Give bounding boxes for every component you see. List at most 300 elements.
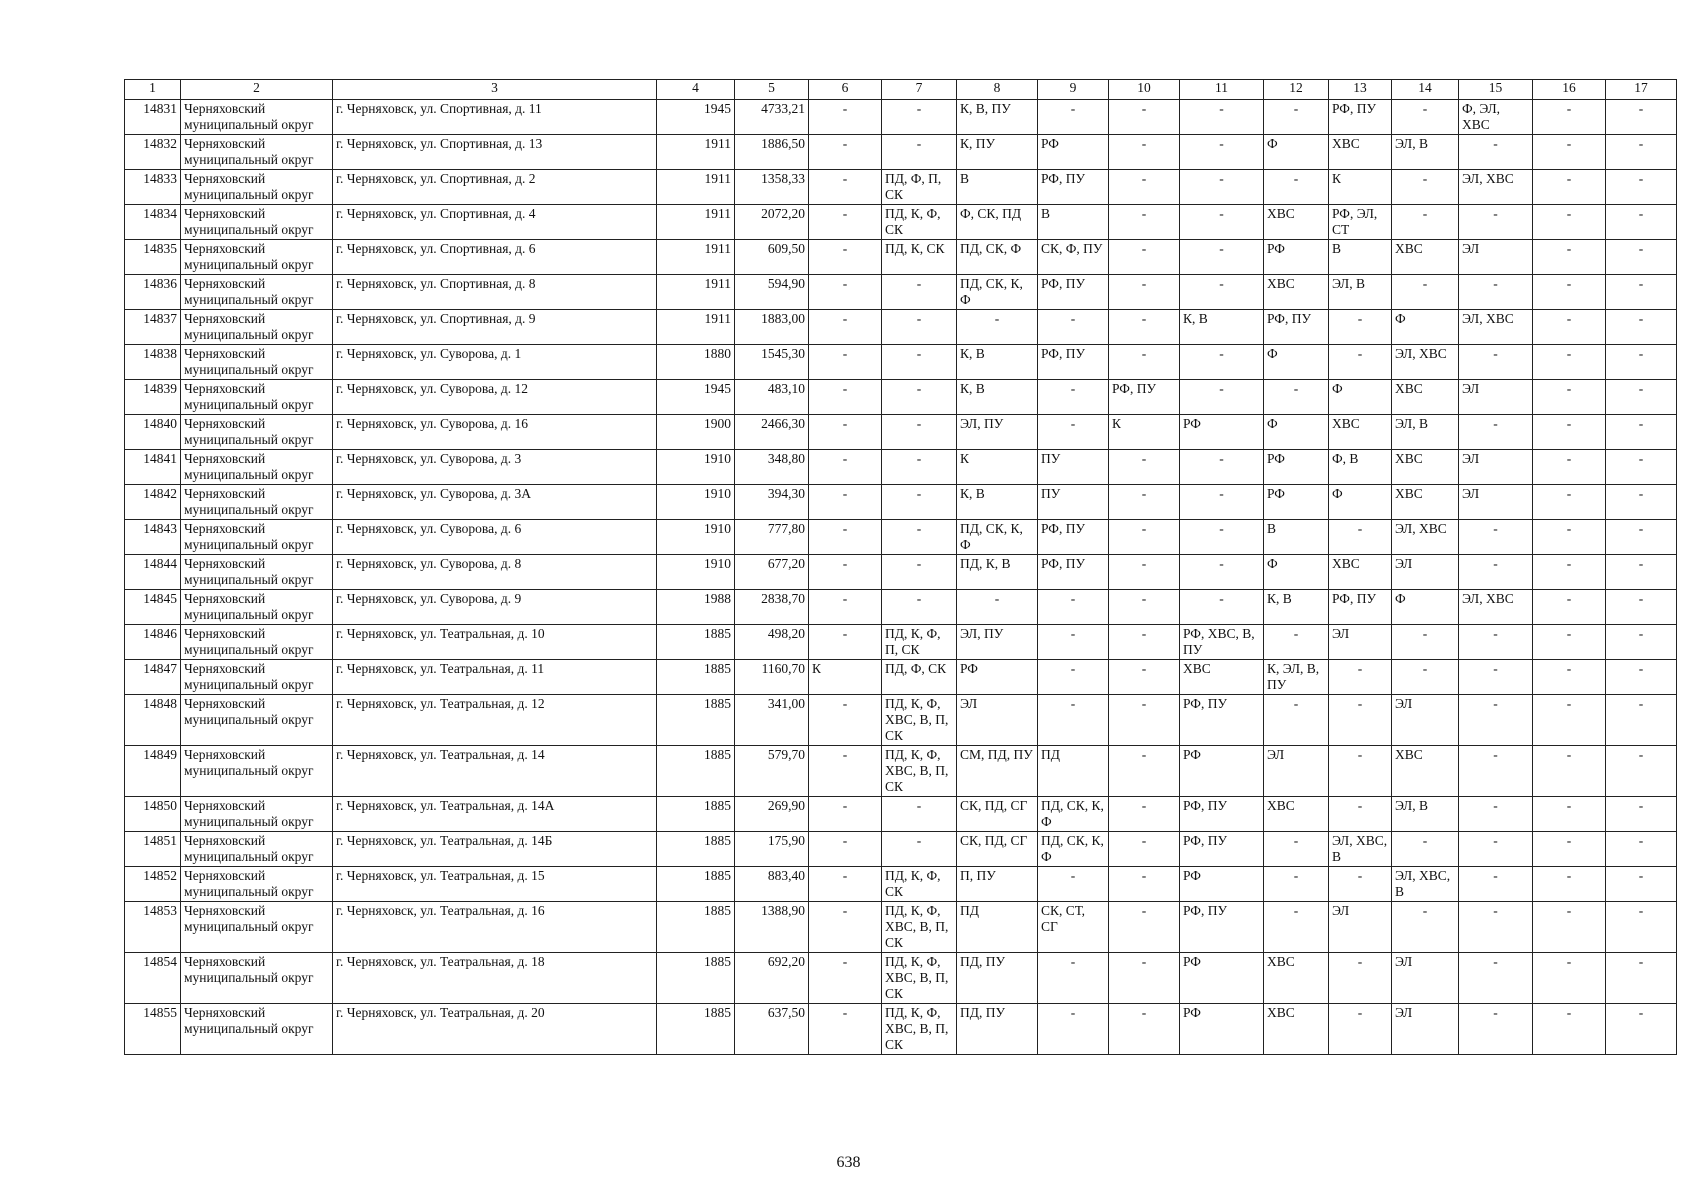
col-12-cell: - (1264, 867, 1329, 902)
row-id-cell: 14843 (125, 520, 181, 555)
col-14-cell: ЭЛ (1392, 695, 1459, 746)
col-16-cell: - (1533, 380, 1606, 415)
year-cell: 1900 (657, 415, 735, 450)
col-14-cell: ЭЛ, ХВС, В (1392, 867, 1459, 902)
col-8-cell: ЭЛ, ПУ (957, 415, 1038, 450)
col-10-cell: - (1109, 170, 1180, 205)
col-17-cell: - (1606, 310, 1677, 345)
col-12-cell: - (1264, 695, 1329, 746)
col-12-cell: Ф (1264, 345, 1329, 380)
district-cell: Черняховский муниципальный округ (181, 135, 333, 170)
col-11-cell: РФ, ПУ (1180, 695, 1264, 746)
col-7-cell: - (882, 415, 957, 450)
table-row (125, 832, 1677, 867)
row-id-cell: 14837 (125, 310, 181, 345)
col-16-cell: - (1533, 902, 1606, 953)
header-row (125, 80, 1677, 100)
row-id-cell: 14844 (125, 555, 181, 590)
col-17-cell: - (1606, 590, 1677, 625)
col-17-cell: - (1606, 415, 1677, 450)
address-cell: г. Черняховск, ул. Суворова, д. 9 (333, 590, 657, 625)
address-cell: г. Черняховск, ул. Суворова, д. 8 (333, 555, 657, 590)
column-header: 2 (181, 80, 333, 100)
col-15-cell: ЭЛ (1459, 450, 1533, 485)
area-cell: 2466,30 (735, 415, 809, 450)
address-cell: г. Черняховск, ул. Театральная, д. 20 (333, 1004, 657, 1055)
col-8-cell: ПД, СК, К, Ф (957, 520, 1038, 555)
col-17-cell: - (1606, 555, 1677, 590)
col-12-cell: К, ЭЛ, В, ПУ (1264, 660, 1329, 695)
col-14-cell: - (1392, 625, 1459, 660)
col-12-cell: Ф (1264, 415, 1329, 450)
col-15-cell: - (1459, 1004, 1533, 1055)
table-row (125, 555, 1677, 590)
col-15-cell: - (1459, 832, 1533, 867)
col-17-cell: - (1606, 205, 1677, 240)
col-11-cell: - (1180, 275, 1264, 310)
col-13-cell: ЭЛ (1329, 902, 1392, 953)
col-11-cell: РФ (1180, 415, 1264, 450)
col-7-cell: ПД, Ф, СК (882, 660, 957, 695)
col-9-cell: РФ, ПУ (1038, 345, 1109, 380)
col-10-cell: - (1109, 345, 1180, 380)
col-17-cell: - (1606, 625, 1677, 660)
column-header: 5 (735, 80, 809, 100)
row-id-cell: 14852 (125, 867, 181, 902)
table-row (125, 275, 1677, 310)
col-12-cell: - (1264, 380, 1329, 415)
col-10-cell: - (1109, 867, 1180, 902)
col-8-cell: К, В (957, 345, 1038, 380)
address-cell: г. Черняховск, ул. Театральная, д. 14А (333, 797, 657, 832)
table-row (125, 953, 1677, 1004)
col-11-cell: РФ, ХВС, В, ПУ (1180, 625, 1264, 660)
col-17-cell: - (1606, 902, 1677, 953)
col-11-cell: - (1180, 240, 1264, 275)
table-row (125, 205, 1677, 240)
col-8-cell: К, В, ПУ (957, 100, 1038, 135)
col-16-cell: - (1533, 415, 1606, 450)
col-8-cell: - (957, 590, 1038, 625)
col-12-cell: - (1264, 170, 1329, 205)
row-id-cell: 14841 (125, 450, 181, 485)
col-17-cell: - (1606, 695, 1677, 746)
col-16-cell: - (1533, 953, 1606, 1004)
col-15-cell: ЭЛ, ХВС (1459, 170, 1533, 205)
col-6-cell: - (809, 590, 882, 625)
col-14-cell: ЭЛ, ХВС (1392, 520, 1459, 555)
col-12-cell: РФ (1264, 450, 1329, 485)
col-17-cell: - (1606, 240, 1677, 275)
col-9-cell: ПД (1038, 746, 1109, 797)
col-9-cell: ПУ (1038, 450, 1109, 485)
address-cell: г. Черняховск, ул. Суворова, д. 3 (333, 450, 657, 485)
area-cell: 341,00 (735, 695, 809, 746)
col-15-cell: - (1459, 345, 1533, 380)
col-6-cell: - (809, 797, 882, 832)
col-17-cell: - (1606, 275, 1677, 310)
col-14-cell: - (1392, 275, 1459, 310)
col-9-cell: СК, СТ, СГ (1038, 902, 1109, 953)
table-row (125, 345, 1677, 380)
col-17-cell: - (1606, 345, 1677, 380)
col-9-cell: - (1038, 953, 1109, 1004)
table-row (125, 797, 1677, 832)
col-10-cell: - (1109, 625, 1180, 660)
col-7-cell: - (882, 345, 957, 380)
table-row (125, 415, 1677, 450)
column-header: 4 (657, 80, 735, 100)
col-14-cell: ЭЛ (1392, 1004, 1459, 1055)
column-header: 7 (882, 80, 957, 100)
col-13-cell: - (1329, 345, 1392, 380)
year-cell: 1911 (657, 170, 735, 205)
col-17-cell: - (1606, 1004, 1677, 1055)
data-table (124, 79, 1677, 1055)
col-13-cell: К (1329, 170, 1392, 205)
col-9-cell: РФ, ПУ (1038, 555, 1109, 590)
col-12-cell: ХВС (1264, 1004, 1329, 1055)
col-11-cell: - (1180, 135, 1264, 170)
col-7-cell: - (882, 450, 957, 485)
col-6-cell: - (809, 450, 882, 485)
col-17-cell: - (1606, 485, 1677, 520)
row-id-cell: 14853 (125, 902, 181, 953)
col-9-cell: - (1038, 590, 1109, 625)
col-10-cell: - (1109, 555, 1180, 590)
district-cell: Черняховский муниципальный округ (181, 100, 333, 135)
col-11-cell: - (1180, 450, 1264, 485)
table-body (125, 100, 1677, 1055)
col-7-cell: ПД, К, Ф, СК (882, 205, 957, 240)
col-12-cell: - (1264, 902, 1329, 953)
row-id-cell: 14854 (125, 953, 181, 1004)
col-13-cell: ХВС (1329, 555, 1392, 590)
district-cell: Черняховский муниципальный округ (181, 520, 333, 555)
col-13-cell: ХВС (1329, 135, 1392, 170)
col-14-cell: ЭЛ, В (1392, 797, 1459, 832)
col-17-cell: - (1606, 953, 1677, 1004)
col-16-cell: - (1533, 240, 1606, 275)
col-16-cell: - (1533, 832, 1606, 867)
table-row (125, 240, 1677, 275)
col-6-cell: - (809, 832, 882, 867)
row-id-cell: 14851 (125, 832, 181, 867)
col-16-cell: - (1533, 555, 1606, 590)
col-8-cell: ПД, СК, Ф (957, 240, 1038, 275)
row-id-cell: 14840 (125, 415, 181, 450)
col-16-cell: - (1533, 867, 1606, 902)
col-14-cell: ХВС (1392, 746, 1459, 797)
col-17-cell: - (1606, 832, 1677, 867)
col-7-cell: ПД, К, СК (882, 240, 957, 275)
col-15-cell: - (1459, 555, 1533, 590)
year-cell: 1885 (657, 832, 735, 867)
address-cell: г. Черняховск, ул. Спортивная, д. 4 (333, 205, 657, 240)
col-11-cell: - (1180, 520, 1264, 555)
col-6-cell: - (809, 275, 882, 310)
col-8-cell: ПД, ПУ (957, 953, 1038, 1004)
col-9-cell: - (1038, 660, 1109, 695)
table-row (125, 135, 1677, 170)
col-15-cell: ЭЛ, ХВС (1459, 310, 1533, 345)
col-13-cell: РФ, ЭЛ, СТ (1329, 205, 1392, 240)
year-cell: 1911 (657, 240, 735, 275)
col-14-cell: Ф (1392, 310, 1459, 345)
col-13-cell: - (1329, 797, 1392, 832)
col-7-cell: - (882, 100, 957, 135)
col-16-cell: - (1533, 746, 1606, 797)
col-15-cell: Ф, ЭЛ, ХВС (1459, 100, 1533, 135)
row-id-cell: 14847 (125, 660, 181, 695)
col-16-cell: - (1533, 170, 1606, 205)
col-11-cell: - (1180, 170, 1264, 205)
row-id-cell: 14836 (125, 275, 181, 310)
year-cell: 1885 (657, 797, 735, 832)
col-14-cell: - (1392, 205, 1459, 240)
year-cell: 1911 (657, 205, 735, 240)
col-15-cell: - (1459, 625, 1533, 660)
year-cell: 1911 (657, 275, 735, 310)
year-cell: 1885 (657, 625, 735, 660)
area-cell: 483,10 (735, 380, 809, 415)
col-8-cell: ЭЛ (957, 695, 1038, 746)
col-6-cell: - (809, 415, 882, 450)
col-12-cell: ХВС (1264, 797, 1329, 832)
col-7-cell: ПД, Ф, П, СК (882, 170, 957, 205)
col-8-cell: ПД, СК, К, Ф (957, 275, 1038, 310)
col-7-cell: ПД, К, Ф, ХВС, В, П, СК (882, 902, 957, 953)
row-id-cell: 14846 (125, 625, 181, 660)
row-id-cell: 14849 (125, 746, 181, 797)
area-cell: 1388,90 (735, 902, 809, 953)
col-13-cell: - (1329, 953, 1392, 1004)
column-header: 13 (1329, 80, 1392, 100)
col-13-cell: РФ, ПУ (1329, 100, 1392, 135)
col-16-cell: - (1533, 1004, 1606, 1055)
district-cell: Черняховский муниципальный округ (181, 310, 333, 345)
col-17-cell: - (1606, 380, 1677, 415)
col-7-cell: - (882, 555, 957, 590)
col-9-cell: - (1038, 380, 1109, 415)
col-14-cell: ЭЛ, В (1392, 135, 1459, 170)
col-17-cell: - (1606, 100, 1677, 135)
col-12-cell: - (1264, 100, 1329, 135)
table-row (125, 867, 1677, 902)
col-6-cell: - (809, 953, 882, 1004)
col-10-cell: - (1109, 450, 1180, 485)
district-cell: Черняховский муниципальный округ (181, 275, 333, 310)
col-9-cell: - (1038, 625, 1109, 660)
year-cell: 1885 (657, 695, 735, 746)
row-id-cell: 14855 (125, 1004, 181, 1055)
district-cell: Черняховский муниципальный округ (181, 485, 333, 520)
col-8-cell: - (957, 310, 1038, 345)
col-6-cell: - (809, 746, 882, 797)
col-10-cell: К (1109, 415, 1180, 450)
row-id-cell: 14838 (125, 345, 181, 380)
col-16-cell: - (1533, 520, 1606, 555)
district-cell: Черняховский муниципальный округ (181, 240, 333, 275)
col-7-cell: ПД, К, Ф, ХВС, В, П, СК (882, 953, 957, 1004)
col-13-cell: Ф, В (1329, 450, 1392, 485)
col-14-cell: ЭЛ (1392, 953, 1459, 1004)
col-6-cell: - (809, 135, 882, 170)
col-17-cell: - (1606, 450, 1677, 485)
col-9-cell: - (1038, 415, 1109, 450)
col-12-cell: РФ (1264, 240, 1329, 275)
table-row (125, 590, 1677, 625)
col-9-cell: РФ (1038, 135, 1109, 170)
year-cell: 1885 (657, 902, 735, 953)
col-9-cell: СК, Ф, ПУ (1038, 240, 1109, 275)
col-17-cell: - (1606, 520, 1677, 555)
col-12-cell: Ф (1264, 555, 1329, 590)
address-cell: г. Черняховск, ул. Суворова, д. 16 (333, 415, 657, 450)
col-15-cell: - (1459, 695, 1533, 746)
col-11-cell: - (1180, 345, 1264, 380)
col-12-cell: РФ, ПУ (1264, 310, 1329, 345)
year-cell: 1910 (657, 485, 735, 520)
col-6-cell: - (809, 205, 882, 240)
col-9-cell: РФ, ПУ (1038, 520, 1109, 555)
col-10-cell: - (1109, 310, 1180, 345)
col-14-cell: - (1392, 902, 1459, 953)
col-11-cell: РФ (1180, 867, 1264, 902)
col-17-cell: - (1606, 660, 1677, 695)
address-cell: г. Черняховск, ул. Суворова, д. 6 (333, 520, 657, 555)
col-10-cell: - (1109, 746, 1180, 797)
col-15-cell: - (1459, 520, 1533, 555)
col-16-cell: - (1533, 485, 1606, 520)
col-13-cell: ХВС (1329, 415, 1392, 450)
year-cell: 1885 (657, 746, 735, 797)
table-row (125, 902, 1677, 953)
col-14-cell: ХВС (1392, 380, 1459, 415)
col-16-cell: - (1533, 797, 1606, 832)
col-6-cell: - (809, 345, 882, 380)
row-id-cell: 14850 (125, 797, 181, 832)
col-15-cell: - (1459, 746, 1533, 797)
year-cell: 1880 (657, 345, 735, 380)
col-11-cell: РФ, ПУ (1180, 902, 1264, 953)
address-cell: г. Черняховск, ул. Спортивная, д. 8 (333, 275, 657, 310)
area-cell: 175,90 (735, 832, 809, 867)
col-9-cell: - (1038, 867, 1109, 902)
district-cell: Черняховский муниципальный округ (181, 695, 333, 746)
col-7-cell: - (882, 135, 957, 170)
col-15-cell: - (1459, 415, 1533, 450)
col-13-cell: ЭЛ, ХВС, В (1329, 832, 1392, 867)
district-cell: Черняховский муниципальный округ (181, 590, 333, 625)
address-cell: г. Черняховск, ул. Театральная, д. 10 (333, 625, 657, 660)
year-cell: 1885 (657, 1004, 735, 1055)
col-10-cell: - (1109, 695, 1180, 746)
area-cell: 677,20 (735, 555, 809, 590)
district-cell: Черняховский муниципальный округ (181, 953, 333, 1004)
col-15-cell: ЭЛ (1459, 380, 1533, 415)
col-11-cell: РФ, ПУ (1180, 797, 1264, 832)
col-8-cell: РФ (957, 660, 1038, 695)
year-cell: 1911 (657, 310, 735, 345)
col-10-cell: РФ, ПУ (1109, 380, 1180, 415)
col-6-cell: - (809, 1004, 882, 1055)
column-header: 12 (1264, 80, 1329, 100)
table-row (125, 100, 1677, 135)
col-11-cell: - (1180, 100, 1264, 135)
district-cell: Черняховский муниципальный округ (181, 205, 333, 240)
column-header: 11 (1180, 80, 1264, 100)
address-cell: г. Черняховск, ул. Спортивная, д. 13 (333, 135, 657, 170)
district-cell: Черняховский муниципальный округ (181, 345, 333, 380)
address-cell: г. Черняховск, ул. Театральная, д. 12 (333, 695, 657, 746)
col-14-cell: - (1392, 170, 1459, 205)
col-10-cell: - (1109, 832, 1180, 867)
col-7-cell: - (882, 275, 957, 310)
col-9-cell: ПД, СК, К, Ф (1038, 832, 1109, 867)
district-cell: Черняховский муниципальный округ (181, 170, 333, 205)
col-14-cell: ХВС (1392, 450, 1459, 485)
row-id-cell: 14842 (125, 485, 181, 520)
area-cell: 1160,70 (735, 660, 809, 695)
col-17-cell: - (1606, 867, 1677, 902)
col-16-cell: - (1533, 590, 1606, 625)
col-13-cell: Ф (1329, 380, 1392, 415)
col-16-cell: - (1533, 660, 1606, 695)
area-cell: 498,20 (735, 625, 809, 660)
col-6-cell: - (809, 555, 882, 590)
column-header: 10 (1109, 80, 1180, 100)
address-cell: г. Черняховск, ул. Спортивная, д. 9 (333, 310, 657, 345)
district-cell: Черняховский муниципальный округ (181, 832, 333, 867)
col-13-cell: - (1329, 660, 1392, 695)
row-id-cell: 14845 (125, 590, 181, 625)
year-cell: 1945 (657, 100, 735, 135)
col-7-cell: - (882, 380, 957, 415)
area-cell: 594,90 (735, 275, 809, 310)
col-8-cell: СК, ПД, СГ (957, 832, 1038, 867)
district-cell: Черняховский муниципальный округ (181, 746, 333, 797)
year-cell: 1988 (657, 590, 735, 625)
col-10-cell: - (1109, 205, 1180, 240)
table-row (125, 695, 1677, 746)
col-6-cell: - (809, 240, 882, 275)
col-11-cell: - (1180, 380, 1264, 415)
col-12-cell: - (1264, 625, 1329, 660)
col-16-cell: - (1533, 450, 1606, 485)
col-8-cell: ПД (957, 902, 1038, 953)
address-cell: г. Черняховск, ул. Суворова, д. 12 (333, 380, 657, 415)
area-cell: 777,80 (735, 520, 809, 555)
col-7-cell: ПД, К, Ф, ХВС, В, П, СК (882, 695, 957, 746)
column-header: 9 (1038, 80, 1109, 100)
col-8-cell: ПД, ПУ (957, 1004, 1038, 1055)
col-8-cell: ПД, К, В (957, 555, 1038, 590)
col-11-cell: РФ (1180, 746, 1264, 797)
year-cell: 1910 (657, 450, 735, 485)
col-11-cell: - (1180, 485, 1264, 520)
col-14-cell: ХВС (1392, 240, 1459, 275)
col-7-cell: - (882, 485, 957, 520)
col-11-cell: ХВС (1180, 660, 1264, 695)
col-9-cell: - (1038, 100, 1109, 135)
col-7-cell: - (882, 832, 957, 867)
year-cell: 1945 (657, 380, 735, 415)
col-15-cell: - (1459, 953, 1533, 1004)
col-8-cell: СК, ПД, СГ (957, 797, 1038, 832)
col-14-cell: ЭЛ, ХВС (1392, 345, 1459, 380)
area-cell: 637,50 (735, 1004, 809, 1055)
